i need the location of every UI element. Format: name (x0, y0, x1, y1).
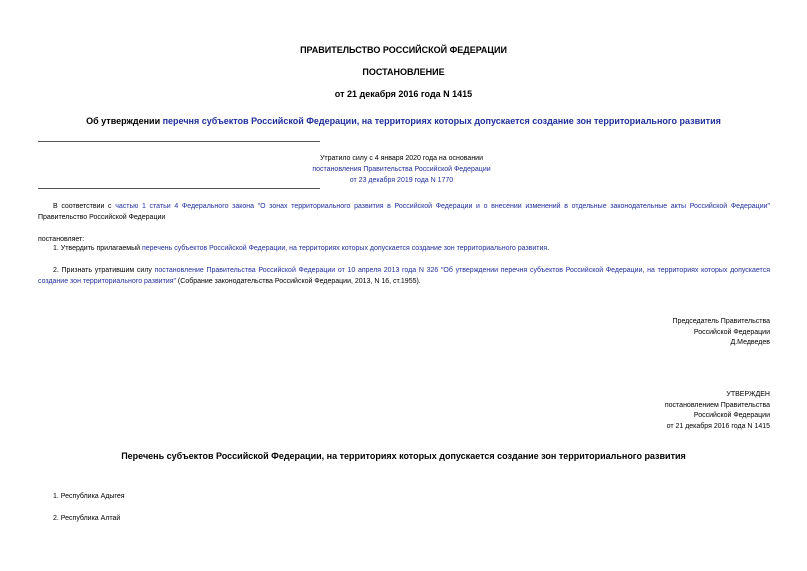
item-1-suffix: . (547, 245, 550, 252)
preamble-law-link[interactable]: частью 1 статьи 4 Федерального закона "О зонах территориального развития в Российской Федерации и о внесении изменений в отдельные законодательные акты Российской Федерации" (115, 203, 770, 210)
approved-label: УТВЕРЖДЕН (726, 391, 770, 398)
item-2-prefix: 2. Признать утратившим силу (53, 267, 155, 274)
status-link-date[interactable]: от 23 декабря 2019 года N 1770 (349, 177, 454, 184)
divider-bottom (38, 188, 320, 189)
status-link-decree[interactable]: постановления Правительства Российской Федерации (312, 166, 491, 173)
document-type-heading: ПОСТАНОВЛЕНИЕ (362, 67, 445, 77)
approved-date: от 21 декабря 2016 года N 1415 (666, 423, 770, 430)
status-line-1: Утратило силу с 4 января 2020 года на основании (319, 155, 484, 162)
title-prefix: Об утверждении (86, 116, 163, 126)
item-2-link[interactable]: постановление Правительства Российской Федерации от 10 апреля 2013 года N 326 "Об утверждении перечня субъектов Российской Федерации, на территориях которых допускается создание зон территориального развития" (38, 267, 770, 285)
item-1-paragraph (53, 243, 770, 254)
signature-country: Российской Федерации (693, 329, 770, 336)
preamble-prefix: В соответствии с (53, 203, 116, 210)
divider-top (38, 141, 320, 142)
approved-country: Российской Федерации (693, 412, 770, 419)
item-1-prefix: 1. Утвердить прилагаемый (53, 245, 142, 252)
document-date-heading: от 21 декабря 2016 года N 1415 (334, 89, 473, 99)
preamble-paragraph (38, 201, 770, 223)
document-title (0, 116, 807, 126)
signature-name: Д.Медведев (730, 339, 770, 346)
list-title: Перечень субъектов Российской Федерации, на территориях которых допускается создание зон территориального развития (121, 451, 686, 461)
title-link[interactable]: перечня субъектов Российской Федерации, на территориях которых допускается создание зон территориального развития (162, 116, 721, 126)
signature-position: Председатель Правительства (672, 318, 770, 325)
item-2-paragraph (38, 265, 770, 287)
preamble-suffix: Правительство Российской Федерации (38, 214, 166, 221)
government-heading: ПРАВИТЕЛЬСТВО РОССИЙСКОЙ ФЕДЕРАЦИИ (300, 45, 507, 55)
approved-by: постановлением Правительства (664, 402, 770, 409)
item-1-link[interactable]: перечень субъектов Российской Федерации, на территориях которых допускается создание зон территориального развития (141, 245, 548, 252)
item-2-suffix: (Собрание законодательства Российской Федерации, 2013, N 16, ст.1955). (175, 278, 421, 285)
decides-text: постановляет: (38, 236, 85, 243)
list-item: 2. Республика Алтай (53, 515, 121, 522)
list-item: 1. Республика Адыгея (53, 493, 125, 500)
